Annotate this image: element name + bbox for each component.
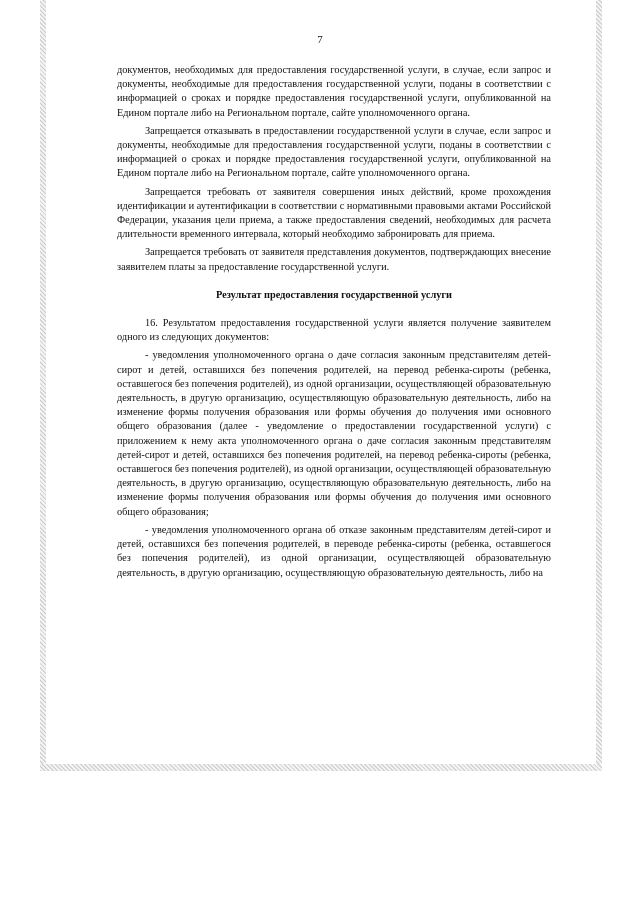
paragraph-continuation: документов, необходимых для предоставления государственной услуги, в случае, если запрос и документы, необходимые для предоставления государственной услуги, поданы в соответствии с информацией о сроках и порядке предоставления государственной услуги, опубликованной на Едином портале либо на Региональном портале, сайте уполномоченного органа. (117, 65, 551, 119)
scan-border-right (596, 0, 602, 770)
list-item-consent-notice: - уведомления уполномоченного органа о даче согласия законным представителям детей-сирот и детей, оставшихся без попечения родителей, на перевод ребенка-сироты (ребенка, оставшегося без попечения родителей), из одной организации, осуществляющей образовательную деятельность, в другую организацию, осуществляющую образовательную деятельность, либо на изменение формы получения образования или формы обучения до получения ими основного общего образования (далее - уведомление о предоставлении государственной услуги) с приложением к нему акта уполномоченного органа о даче согласия законным представителям детей-сирот и детей, оставшихся без попечения родителей, на перевод ребенка-сироты (ребенка, оставшегося без попечения родителей), из одной организации, осуществляющей образовательную деятельность, в другую организацию, осуществляющую образовательную деятельность, либо на изменение формы получения образования или формы обучения до получения ими основного общего образования; (117, 350, 551, 518)
document-body (117, 64, 551, 581)
scan-border-left (40, 0, 46, 770)
paragraph-actions-prohibition: Запрещается требовать от заявителя совершения иных действий, кроме прохождения идентификации и аутентификации в соответствии с нормативными правовыми актами Российской Федерации, указания цели приема, а также предоставления сведений, необходимых для расчета длительности временного интервала, который необходимо забронировать для приема. (117, 186, 551, 241)
list-item-refusal-notice: - уведомления уполномоченного органа об отказе законным представителям детей-сирот и детей, оставшихся без попечения родителей, в переводе ребенка-сироты (ребенка, оставшегося без попечения родителей), из одной организации, осуществляющей образовательную деятельность, в другую организацию, осуществляющую образовательную деятельность, либо на (117, 524, 551, 579)
scan-border-bottom (40, 764, 602, 771)
paragraph-clause-16: 16. Результатом предоставления государственной услуги является получение заявителем одного из следующих документов: (117, 318, 551, 344)
paragraph-payment-prohibition: Запрещается требовать от заявителя представления документов, подтверждающих внесение заявителем платы за предоставление государственной услуги. (117, 247, 551, 273)
section-heading: Результат предоставления государственной услуги (215, 289, 452, 301)
paragraph-refusal-prohibition: Запрещается отказывать в предоставлении государственной услуги в случае, если запрос и документы, необходимые для предоставления государственной услуги, поданы в соответствии с информацией о сроках и порядке предоставления государственной услуги, опубликованной на Едином портале либо на Региональном портале, сайте уполномоченного органа. (117, 125, 551, 180)
page-number: 7 (317, 34, 323, 46)
